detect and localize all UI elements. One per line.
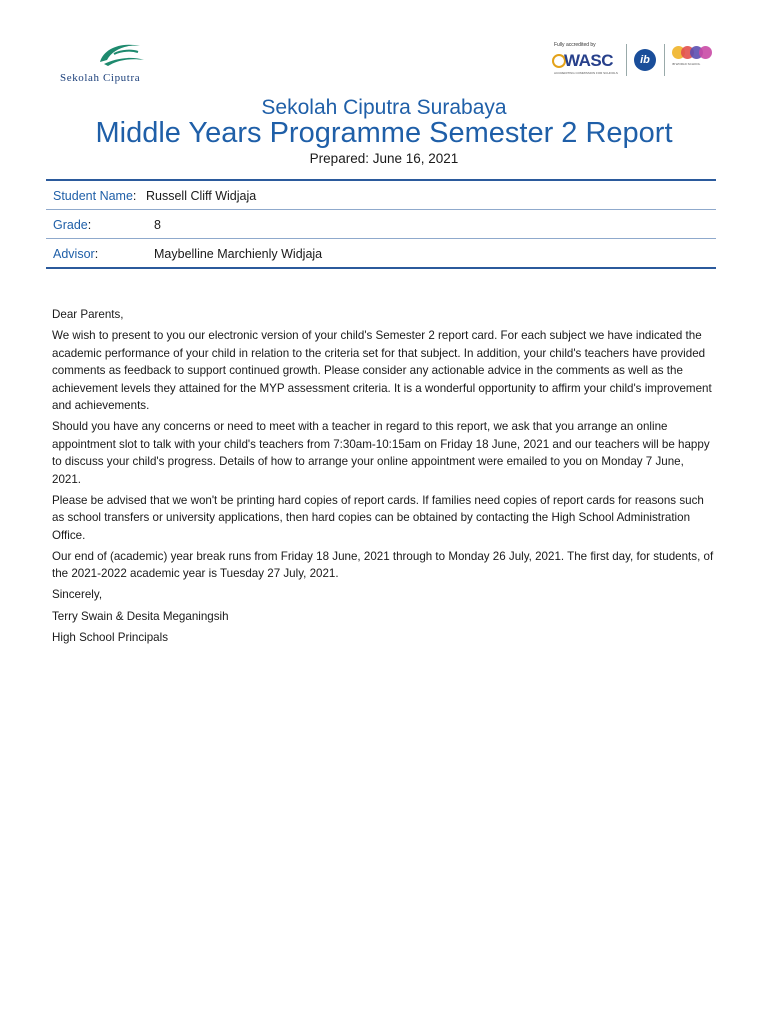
ciputra-swoosh-icon bbox=[60, 38, 190, 72]
school-name: Sekolah Ciputra Surabaya bbox=[261, 96, 507, 119]
ib-logo: ib bbox=[634, 49, 656, 71]
student-name-label: Student Name: bbox=[53, 189, 137, 203]
accreditation-logos bbox=[548, 42, 718, 78]
letter-signatory-title: High School Principals bbox=[52, 630, 168, 644]
letter-paragraph: Should you have any concerns or need to meet with a teacher in regard to this report, we ask that you arrange an online appointment slot to talk with your child's teachers from 7:30am-10:15am on Friday 18 June, 2021 and our teachers will be happy to discuss your child's progress. Details of how to arrange your online appointment were emailed to you on Monday 7 June, 2021. bbox=[52, 420, 710, 486]
advisor-value: Maybelline Marchienly Widjaja bbox=[154, 247, 323, 261]
wasc-subtitle: ACCREDITING COMMISSION FOR SCHOOLS bbox=[554, 71, 618, 75]
prepared-date bbox=[0, 151, 768, 166]
logo-wordmark: Sekolah Ciputra bbox=[60, 72, 141, 84]
divider bbox=[664, 44, 665, 76]
ib-subtitle: IB WORLD SCHOOL bbox=[672, 62, 701, 66]
ib-programme-dots-icon bbox=[672, 46, 712, 60]
student-info-table bbox=[46, 179, 716, 269]
letter-paragraph: Please be advised that we won't be printing hard copies of report cards. If families need copies of report cards for reasons such as school transfers or university applications, then hard copies can be obtained by contacting the High School Administration Office. bbox=[52, 493, 704, 542]
info-row-advisor bbox=[46, 239, 716, 267]
accreditation-tag: Fully accredited by bbox=[554, 42, 596, 48]
letter-closing: Sincerely, bbox=[52, 588, 103, 602]
letter-greeting: Dear Parents, bbox=[52, 308, 124, 321]
wasc-logo: WASC bbox=[564, 51, 613, 70]
report-title: Middle Years Programme Semester 2 Report bbox=[95, 117, 673, 149]
info-row-student-name bbox=[46, 181, 716, 210]
grade-value: 8 bbox=[154, 218, 161, 232]
prepared-value: June 16, 2021 bbox=[372, 151, 459, 166]
divider bbox=[626, 44, 627, 76]
letter-paragraph: We wish to present to you our electronic version of your child's Semester 2 report card. For each subject we have indicated the academic performance of your child in relation to the criteria set for that subject. In addition, your child's teachers have provided comments as feedback to support continued growth. Please consider any actionable advice in the comments as well as the achievement levels they attained for the MYP assessment criteria. It is a wonderful opportunity to affirm your child's improvement and achievements. bbox=[52, 329, 712, 413]
letter-signatories: Terry Swain & Desita Meganingsih bbox=[52, 609, 229, 623]
grade-label: Grade: bbox=[53, 218, 92, 232]
letter-body bbox=[52, 306, 716, 650]
letter-paragraph: Our end of (academic) year break runs from Friday 18 June, 2021 through to Monday 26 July, 2021. The first day, for students, of the 2021-2022 academic year is Tuesday 27 July, 2021. bbox=[52, 549, 714, 581]
prepared-label: Prepared: bbox=[309, 151, 369, 166]
student-name-value: Russell Cliff Widjaja bbox=[146, 189, 257, 203]
info-row-grade bbox=[46, 210, 716, 239]
school-logo bbox=[60, 38, 190, 88]
advisor-label: Advisor: bbox=[53, 247, 99, 261]
